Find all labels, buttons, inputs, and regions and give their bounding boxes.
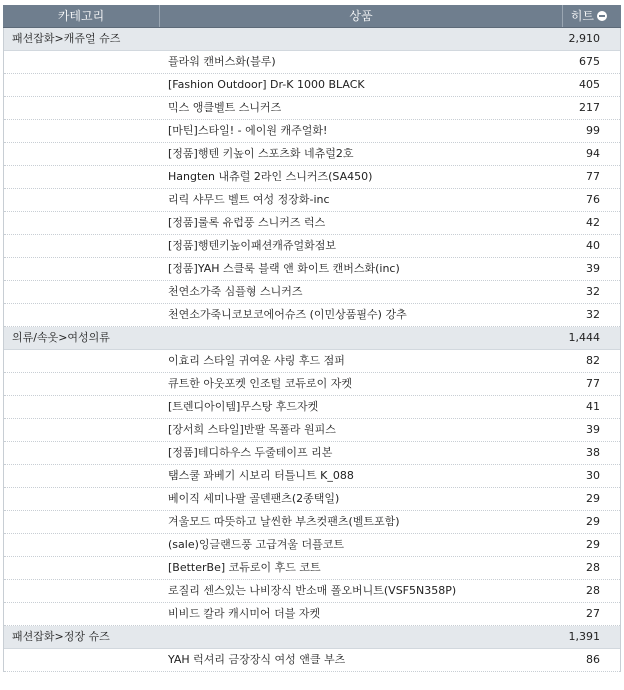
product-link[interactable]: (sale)잉글랜드풍 고급겨울 더플코트 bbox=[168, 538, 345, 551]
row-category-cell bbox=[4, 603, 160, 625]
row-category-cell bbox=[4, 649, 160, 671]
table-row bbox=[4, 97, 620, 120]
table-row bbox=[4, 350, 620, 373]
category-name: 의류/속옷>여성의류 bbox=[12, 331, 110, 344]
product-link[interactable]: 비비드 칼라 캐시미어 더블 자켓 bbox=[168, 607, 321, 620]
table-row bbox=[4, 511, 620, 534]
product-link[interactable]: [정품]행텐키높이패션캐쥬얼화점보 bbox=[168, 239, 336, 252]
product-hits: 42 bbox=[586, 216, 600, 229]
product-hits: 99 bbox=[586, 124, 600, 137]
category-row bbox=[4, 626, 620, 649]
hits-header-label: 히트 bbox=[570, 9, 594, 23]
category-name: 패션잡화>캐쥬얼 슈즈 bbox=[12, 32, 121, 45]
product-link[interactable]: 플라워 캔버스화(블루) bbox=[168, 55, 276, 68]
hits-column-header[interactable] bbox=[563, 5, 621, 27]
product-link[interactable]: [정품]YAH 스클룩 블랙 앤 화이트 캔버스화(inc) bbox=[168, 262, 400, 275]
product-link[interactable]: [정품]룰록 유럽풍 스니커즈 럭스 bbox=[168, 216, 326, 229]
product-link[interactable]: 믹스 앵클벨트 스니커즈 bbox=[168, 101, 282, 114]
row-category-cell bbox=[4, 235, 160, 257]
row-category-cell bbox=[4, 557, 160, 579]
category-row bbox=[4, 28, 620, 51]
product-hits: 405 bbox=[579, 78, 600, 91]
product-hits: 41 bbox=[586, 400, 600, 413]
category-spacer bbox=[161, 626, 540, 648]
product-link[interactable]: 탬스쿨 꽈베기 시보리 터틀니트 K_088 bbox=[168, 469, 354, 482]
table-row bbox=[4, 419, 620, 442]
table-row bbox=[4, 603, 620, 626]
product-link[interactable]: 천연소가죽니코보코에어슈즈 (이민상품필수) 강추 bbox=[168, 308, 407, 321]
product-link[interactable]: 겨울모드 따뜻하고 날씬한 부츠컷팬츠(벨트포함) bbox=[168, 515, 400, 528]
row-category-cell bbox=[4, 488, 160, 510]
product-hits: 77 bbox=[586, 377, 600, 390]
table-row bbox=[4, 189, 620, 212]
product-link[interactable]: 큐트한 아웃포켓 인조털 코듀로이 자켓 bbox=[168, 377, 353, 390]
product-hits: 675 bbox=[579, 55, 600, 68]
row-category-cell bbox=[4, 258, 160, 280]
row-category-cell bbox=[4, 350, 160, 372]
product-link[interactable]: 이효리 스타일 귀여운 샤링 후드 점퍼 bbox=[168, 354, 345, 367]
category-total-hits: 1,444 bbox=[568, 331, 600, 344]
row-category-cell bbox=[4, 189, 160, 211]
product-hits: 39 bbox=[586, 423, 600, 436]
table-row bbox=[4, 465, 620, 488]
product-hits: 29 bbox=[586, 492, 600, 505]
product-hits: 32 bbox=[586, 308, 600, 321]
table-row bbox=[4, 304, 620, 327]
table-row bbox=[4, 212, 620, 235]
product-link[interactable]: 리릭 샤무드 벨트 여성 정장화-inc bbox=[168, 193, 330, 206]
product-hits: 38 bbox=[586, 446, 600, 459]
category-row bbox=[4, 327, 620, 350]
product-hits: 29 bbox=[586, 538, 600, 551]
table-row bbox=[4, 258, 620, 281]
category-spacer bbox=[161, 28, 540, 50]
category-name: 패션잡화>정장 슈즈 bbox=[12, 630, 110, 643]
category-column-header: 카테고리 bbox=[3, 5, 160, 27]
row-category-cell bbox=[4, 97, 160, 119]
product-hits: 76 bbox=[586, 193, 600, 206]
table-row bbox=[4, 580, 620, 603]
table-row bbox=[4, 488, 620, 511]
row-category-cell bbox=[4, 74, 160, 96]
row-category-cell bbox=[4, 281, 160, 303]
table-row bbox=[4, 235, 620, 258]
product-link[interactable]: 로질리 센스있는 나비장식 반소매 폴오버니트(VSF5N358P) bbox=[168, 584, 457, 597]
product-hits: 94 bbox=[586, 147, 600, 160]
product-link[interactable]: [BetterBe] 코듀로이 후드 코트 bbox=[168, 561, 321, 574]
row-category-cell bbox=[4, 580, 160, 602]
product-hits: 39 bbox=[586, 262, 600, 275]
table-row bbox=[4, 120, 620, 143]
product-link[interactable]: YAH 럭셔리 금장장식 여성 앤클 부츠 bbox=[168, 653, 346, 666]
table-row bbox=[4, 74, 620, 97]
product-hits: 32 bbox=[586, 285, 600, 298]
table-row bbox=[4, 534, 620, 557]
row-category-cell bbox=[4, 120, 160, 142]
row-category-cell bbox=[4, 166, 160, 188]
table-row bbox=[4, 557, 620, 580]
product-hits: 28 bbox=[586, 561, 600, 574]
row-category-cell bbox=[4, 534, 160, 556]
table-header bbox=[3, 5, 621, 28]
product-link[interactable]: [트렌디아이템]무스탕 후드자켓 bbox=[168, 400, 319, 413]
product-hits: 30 bbox=[586, 469, 600, 482]
product-hits: 29 bbox=[586, 515, 600, 528]
product-link[interactable]: [정품]테디하우스 두줄테이프 리본 bbox=[168, 446, 333, 459]
row-category-cell bbox=[4, 304, 160, 326]
table-row bbox=[4, 396, 620, 419]
product-link[interactable]: [마틴]스타일! - 에이원 캐주얼화! bbox=[168, 124, 328, 137]
product-link[interactable]: [Fashion Outdoor] Dr-K 1000 BLACK bbox=[168, 78, 365, 91]
table-row bbox=[4, 51, 620, 74]
product-hits: 27 bbox=[586, 607, 600, 620]
category-total-hits: 2,910 bbox=[568, 32, 600, 45]
product-link[interactable]: Hangten 내츄럴 2라인 스니커즈(SA450) bbox=[168, 170, 373, 183]
category-spacer bbox=[161, 327, 540, 349]
row-category-cell bbox=[4, 51, 160, 73]
row-category-cell bbox=[4, 465, 160, 487]
category-total-hits: 1,391 bbox=[568, 630, 600, 643]
row-category-cell bbox=[4, 212, 160, 234]
product-hits: 40 bbox=[586, 239, 600, 252]
product-hits: 217 bbox=[579, 101, 600, 114]
product-column-header: 상품 bbox=[160, 5, 563, 27]
table-row bbox=[4, 281, 620, 304]
row-category-cell bbox=[4, 143, 160, 165]
product-hits: 77 bbox=[586, 170, 600, 183]
table-body bbox=[3, 28, 621, 672]
row-category-cell bbox=[4, 511, 160, 533]
product-hits: 86 bbox=[586, 653, 600, 666]
table-row bbox=[4, 649, 620, 672]
product-link[interactable]: 천연소가죽 심플형 스니커즈 bbox=[168, 285, 303, 298]
row-category-cell bbox=[4, 373, 160, 395]
product-hits: 28 bbox=[586, 584, 600, 597]
row-category-cell bbox=[4, 442, 160, 464]
product-link[interactable]: 베이직 세미나팔 골덴팬츠(2종택일) bbox=[168, 492, 340, 505]
table-row bbox=[4, 143, 620, 166]
hit-ranking-table bbox=[3, 5, 621, 672]
collapse-minus-icon[interactable] bbox=[597, 11, 607, 21]
table-row bbox=[4, 373, 620, 396]
product-hits: 82 bbox=[586, 354, 600, 367]
product-link[interactable]: [정품]행텐 키높이 스포츠화 네츄럴2호 bbox=[168, 147, 354, 160]
table-row bbox=[4, 442, 620, 465]
row-category-cell bbox=[4, 419, 160, 441]
table-row bbox=[4, 166, 620, 189]
row-category-cell bbox=[4, 396, 160, 418]
product-link[interactable]: [장서희 스타일]반팔 목폴라 원피스 bbox=[168, 423, 336, 436]
